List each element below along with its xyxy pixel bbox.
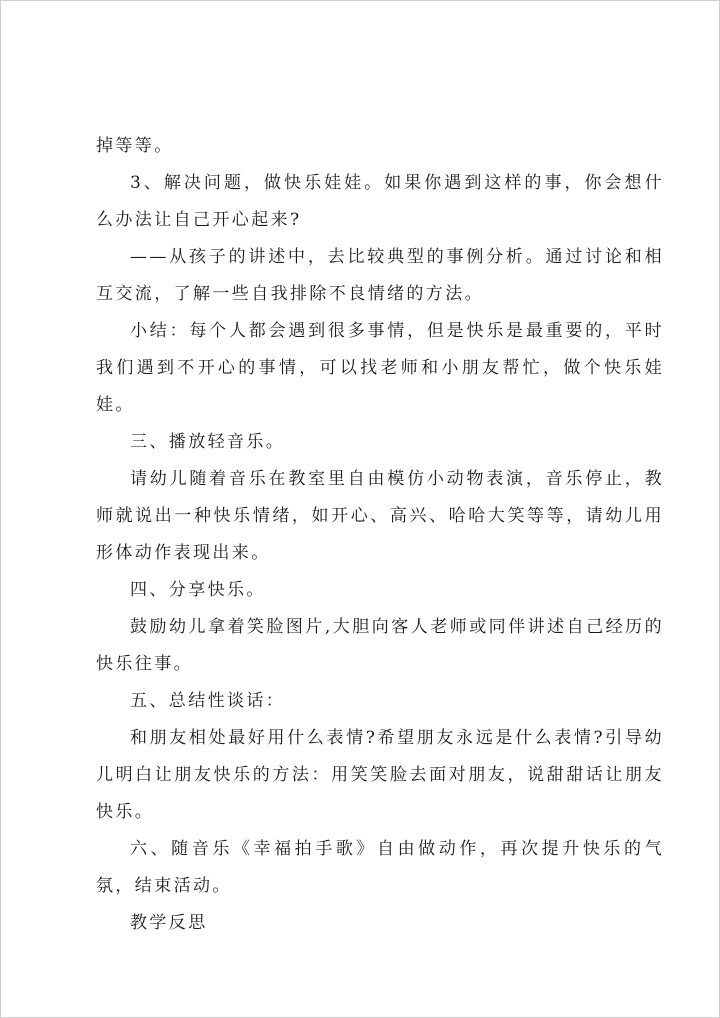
section-heading-reflection: 教学反思: [130, 913, 208, 933]
paragraph-analysis: ——从孩子的讲述中，去比较典型的事例分析。通过讨论和相互交流，了解一些自我排除不良情绪的方法。: [96, 247, 664, 304]
section-heading-6: 六、随音乐《幸福拍手歌》自由做动作，再次提升快乐的气氛，结束活动。: [96, 839, 664, 896]
section-heading-3: 三、播放轻音乐。: [130, 432, 286, 452]
paragraph-conclusion: 和朋友相处最好用什么表情?希望朋友永远是什么表情?引导幼儿明白让朋友快乐的方法：用笑笑脸去面对朋友，说甜甜话让朋友快乐。: [96, 728, 664, 822]
paragraph-step-3: 3、解决问题，做快乐娃娃。如果你遇到这样的事，你会想什么办法让自己开心起来?: [96, 173, 664, 230]
section-heading-4: 四、分享快乐。: [130, 580, 266, 600]
section-heading-5: 五、总结性谈话：: [130, 691, 286, 711]
paragraph-music-activity: 请幼儿随着音乐在教室里自由模仿小动物表演，音乐停止，教师就说出一种快乐情绪，如开心、高兴、哈哈大笑等等，请幼儿用形体动作表现出来。: [96, 469, 664, 563]
document-body: [96, 128, 664, 942]
paragraph-share: 鼓励幼儿拿着笑脸图片,大胆向客人老师或同伴讲述自己经历的快乐往事。: [96, 617, 664, 674]
paragraph-continuation: 掉等等。: [96, 136, 174, 156]
paragraph-summary: 小结：每个人都会遇到很多事情，但是快乐是最重要的，平时我们遇到不开心的事情，可以找老师和小朋友帮忙，做个快乐娃娃。: [96, 321, 664, 415]
